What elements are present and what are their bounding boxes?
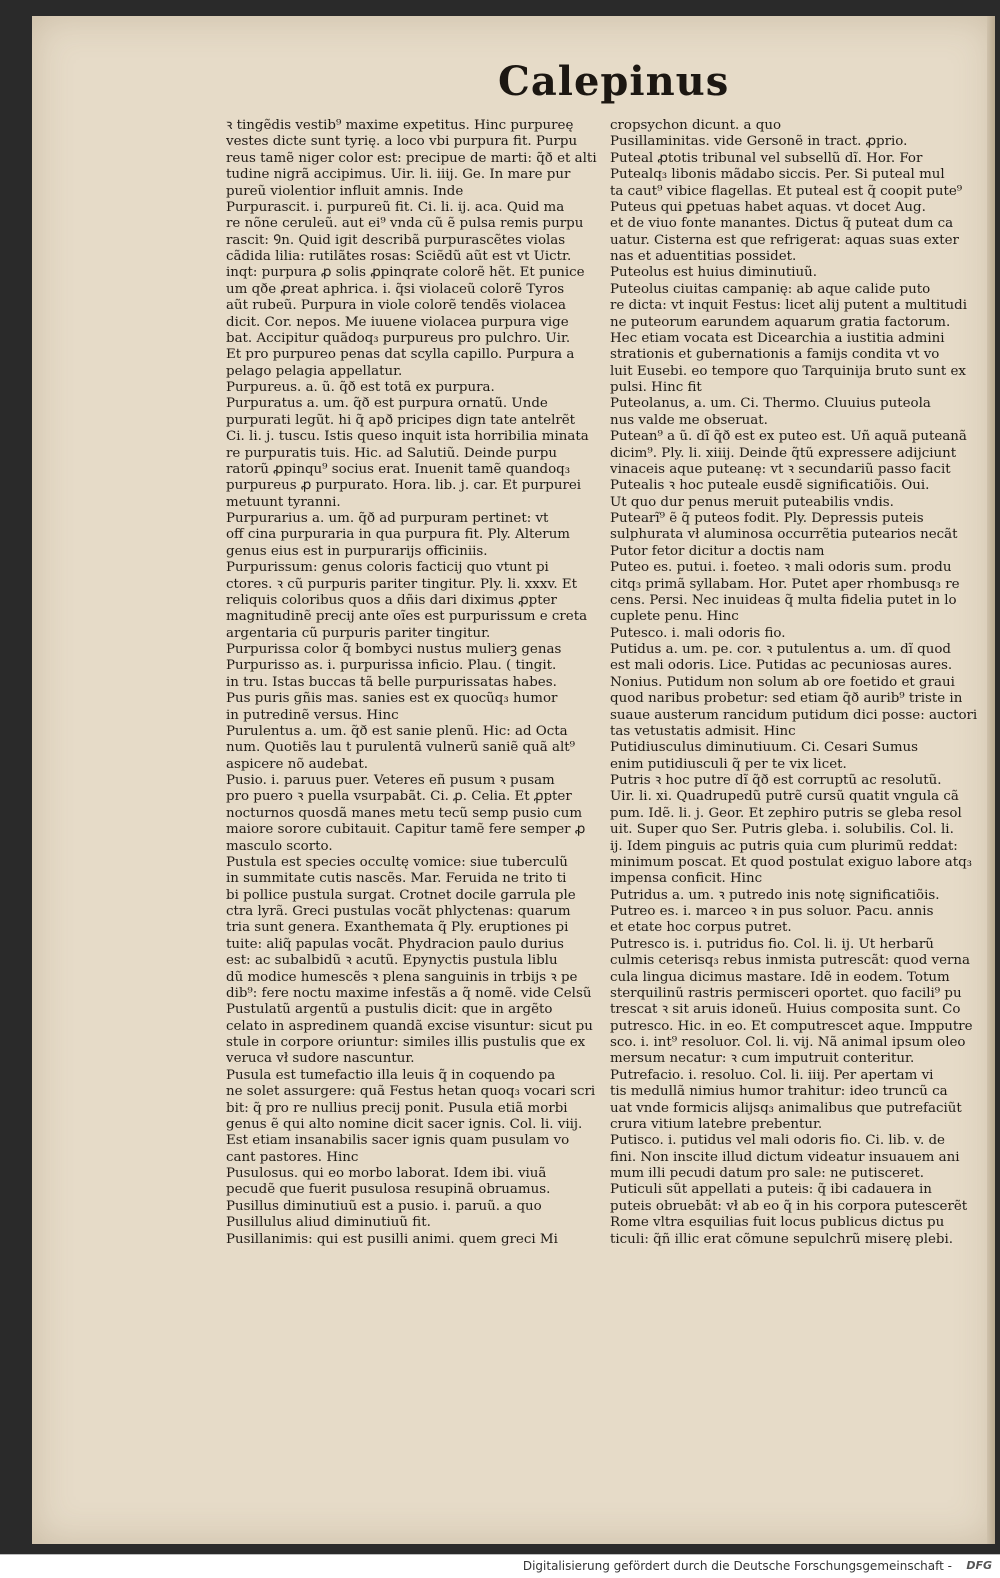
text-line: Purpureus. a. ũ. q̃ð est totã ex purpura. [226, 380, 495, 395]
text-line: puteis obruebãt: vł ab eo q̃ in his corpora putescerẽt [610, 1198, 968, 1214]
page-edge [987, 16, 995, 1544]
text-line: Pusula est tumefactio illa leuis q̃ in coquendo pa [226, 1067, 556, 1083]
text-line: genus eius est in purpurarijs officiniis. [226, 543, 488, 559]
text-line: est: ac subalbidũ ꝛ acutũ. Epynyctis pustula liblu [226, 953, 558, 969]
text-line: Est etiam insanabilis sacer ignis quam pusulam vo [226, 1133, 570, 1149]
text-line: Puteolus est huius diminutiuũ. [610, 265, 818, 281]
text-line: re nõne ceruleũ. aut ei⁹ vnda cũ ẽ pulsa remis purpu [226, 216, 584, 232]
text-line: ꝛ tingẽdis vestib⁹ maxime expetitus. Hinc purpureę [226, 118, 574, 133]
text-line: Putesco. i. mali odoris fio. [610, 625, 786, 641]
text-line: off cina purpuraria in qua purpura fit. Ply. Alterum [226, 527, 571, 543]
text-line: Putidus a. um. pe. cor. ꝛ putulentus a. um. dĩ quod [610, 642, 952, 657]
text-line: pulsi. Hinc fit [610, 380, 702, 395]
text-line: tuite: aliq̃ papulas vocãt. Phydracion paulo durius [226, 936, 564, 952]
text-line: Et pro purpureo penas dat scylla capillo. Purpura a [226, 347, 575, 363]
text-line: masculo scorto. [226, 838, 333, 854]
text-line: um qðe ꝓreat aphrica. i. q̃si violaceũ colorẽ Tyros [226, 281, 565, 297]
text-line: rascit: Ꝯn. Quid igit describã purpurascẽtes violas [226, 232, 566, 248]
text-line: Purulentus a. um. q̃ð est sanie plenũ. Hic: ad Octa [226, 723, 568, 739]
text-line: mersum necatur: ꝛ cum imputruit conteritur. [610, 1051, 915, 1067]
text-line: putresco. Hic. in eo. Et computrescet aque. Impputre [610, 1018, 973, 1034]
text-line: Putresco is. i. putridus fio. Col. li. ij. Ut herbarũ [610, 936, 934, 952]
text-line: Pustulatũ argentũ a pustulis dicit: que in argẽto [226, 1002, 553, 1018]
text-line: culmis ceterisq₃ rebus inmista putrescãt: quod verna [610, 953, 971, 969]
text-line: Pusio. i. paruus puer. Veteres eñ pusum ꝛ pusam [226, 773, 555, 788]
text-line: strationis et gubernationis a famijs condita vt vo [610, 347, 940, 363]
text-line: bat. Accipitur quãdoq₃ purpureus pro pulchro. Uir. [226, 330, 571, 346]
text-line: bi pollice pustula surgat. Crotnet docile garrula ple [226, 887, 576, 903]
text-line: impensa conficit. Hinc [610, 871, 763, 887]
text-line: uit. Super quo Ser. Putris gleba. i. solubilis. Col. li. [610, 822, 954, 838]
text-line: ticuli: q̃ñ illic erat cõmune sepulchrũ miserę plebi. [610, 1231, 954, 1247]
text-line: et de viuo fonte manantes. Dictus q̃ puteat dum ca [610, 216, 954, 232]
text-line: enim putidiusculi q̃ per te vix licet. [610, 756, 847, 772]
text-line: suaue austerum rancidum putidum dici posse: auctori [610, 707, 978, 723]
text-line: veruca vł sudore nascuntur. [226, 1051, 415, 1067]
text-line: dũ modice humescẽs ꝛ plena sanguinis in trbijs ꝛ pe [226, 969, 578, 985]
text-line: sterquilinũ rastris permisceri oportet. quo facili⁹ pu [610, 985, 962, 1001]
text-line: Uir. li. xi. Quadrupedũ putrẽ cursũ quatit vngula cã [610, 789, 959, 805]
text-line: Putisco. i. putidus vel mali odoris fio. Ci. lib. v. de [610, 1133, 945, 1149]
text-line: quod naribus probetur: sed etiam q̃ð aurib⁹ triste in [610, 691, 963, 707]
left-column [226, 118, 606, 1248]
text-line: tudine nigrã accipimus. Uir. li. iiij. Ge. In mare pur [226, 167, 571, 183]
text-line: cant pastores. Hinc [226, 1149, 359, 1165]
text-line: purpureus ꝓ purpurato. Hora. lib. j. car. Et purpurei [226, 478, 582, 494]
text-line: Pusillus diminutiuũ est a pusio. i. paruũ. a quo [226, 1198, 542, 1214]
text-line: Pusulosus. qui eo morbo laborat. Idem ibi. viuã [226, 1166, 547, 1181]
text-line: Putor fetor dicitur a doctis nam [610, 543, 825, 559]
text-line: bit: q̃ pro re nullius precij ponit. Pusula etiã morbi [226, 1100, 568, 1116]
text-line: num. Quotiẽs lau t purulentã vulnerũ saniẽ quã alt⁹ [226, 740, 575, 756]
text-line: pelago pelagia appellatur. [226, 363, 403, 379]
text-line: Puteus qui ꝑpetuas habet aquas. vt docet Aug. [610, 199, 926, 215]
text-line: argentaria cũ purpuris pariter tingitur. [226, 625, 491, 641]
text-line: citq₃ primã syllabam. Hor. Putet aper rhombusq₃ re [610, 576, 960, 592]
text-line: sco. i. int⁹ resoluor. Col. li. vij. Nã animal ipsum oleo [610, 1035, 966, 1050]
text-line: re dicta: vt inquit Festus: licet alij putent a multitudi [610, 298, 968, 314]
text-line: Pus puris gñis mas. sanies est ex quocũq₃ humor [226, 691, 558, 707]
text-line: ne puteorum earundem aquarum gratia factorum. [610, 314, 951, 330]
text-line: aũt rubeũ. Purpura in viole colorẽ tendẽs violacea [226, 298, 566, 314]
text-line: ratorũ ꝓpinqu⁹ socius erat. Inuenit tamẽ quandoq₃ [226, 461, 571, 477]
text-line: cropsychon dicunt. a quo [610, 118, 782, 133]
text-line: tas vetustatis admisit. Hinc [610, 723, 796, 739]
text-line: Ci. li. j. tuscu. Istis queso inquit ista horribilia minata [226, 429, 589, 445]
text-line: Purpurissa color q̃ bombyci nustus mulierꝫ genas [226, 642, 562, 657]
text-line: uatur. Cisterna est que refrigerat: aquas suas exter [610, 232, 959, 248]
text-line: Puticuli sũt appellati a puteis: q̃ ibi cadauera in [610, 1182, 932, 1198]
text-line: Putridus a. um. ꝛ putredo inis notę significatiõis. [610, 887, 940, 903]
text-line: Pusillaminitas. vide Gersonẽ in tract. ꝓprio. [610, 134, 908, 150]
text-line: dicim⁹. Ply. li. xiiij. Deinde q̃tũ expressere adijciunt [610, 445, 957, 461]
text-line: Purpurisso as. i. purpurissa inficio. Plau. ( tingit. [226, 658, 557, 674]
text-line: Pusillanimis: qui est pusilli animi. quem greci Mi [226, 1231, 558, 1247]
text-line: Purpuratus a. um. q̃ð est purpura ornatũ. Unde [226, 396, 548, 412]
text-line: ij. Idem pinguis ac putris quia cum plurimũ reddat: [610, 838, 958, 854]
text-line: nas et aduentitias possidet. [610, 249, 797, 264]
text-line: magnitudinẽ precij ante oĩes est purpurissum e creta [226, 609, 588, 625]
text-line: pureũ violentior influit amnis. Inde [226, 183, 464, 199]
text-line: dib⁹: fere noctu maxime infestãs a q̃ nomẽ. vide Celsũ [226, 985, 592, 1001]
text-line: maiore sorore cubitauit. Capitur tamẽ fere semper ꝓ [226, 822, 586, 838]
text-line: ne solet assurgere: quã Festus hetan quoq₃ vocari scri [226, 1084, 596, 1100]
text-line: luit Eusebi. eo tempore quo Tarquinija bruto sunt ex [610, 363, 966, 379]
text-line: Purpurissum: genus coloris facticij quo vtunt pi [226, 560, 549, 576]
text-line: sulphurata vł aluminosa occurrẽtia putearios necãt [610, 527, 958, 543]
text-line: cens. Persi. Nec inuideas q̃ multa fidelia putet in lo [610, 592, 957, 608]
text-line: reus tamẽ niger color est: precipue de marti: q̃ð et alti [226, 150, 597, 166]
text-line: purpurati legũt. hi q̃ apð pricipes dign tate antelrẽt [226, 412, 576, 428]
text-line: Putealis ꝛ hoc puteale eusdẽ significatiõis. Oui. [610, 478, 930, 494]
text-line: ctra lyrã. Greci pustulas vocãt phlyctenas: quarum [226, 904, 571, 919]
text-line: nocturnos quosdã manes metu tecũ semp pusio cum [226, 805, 583, 821]
text-line: crura vitium latebre prebentur. [610, 1116, 823, 1132]
text-line: pecudẽ que fuerit pusulosa resupinã obruamus. [226, 1182, 551, 1198]
text-line: tis medullã nimius humor trahitur: ideo truncũ ca [610, 1084, 948, 1100]
text-line: stule in corpore oriuntur: similes illis pustulis que ex [226, 1035, 586, 1050]
text-line: pum. Idẽ. li. j. Geor. Et zephiro putris se gleba resol [610, 805, 962, 821]
text-line: Putidiusculus diminutiuum. Ci. Cesari Sumus [610, 740, 919, 756]
text-line: Rome vltra esquilias fuit locus publicus dictus pu [610, 1215, 945, 1231]
text-line: Puteolanus, a. um. Ci. Thermo. Cluuius puteola [610, 396, 931, 412]
text-line: Puteal ꝓtotis tribunal vel subsellũ dĩ. Hor. For [610, 150, 923, 166]
text-line: ctores. ꝛ cũ purpuris pariter tingitur. Ply. li. xxxv. Et [226, 576, 578, 592]
text-line: pro puero ꝛ puella vsurpabãt. Ci. ꝓ. Celia. Et ꝓpter [226, 789, 572, 805]
text-line: celato in aspredinem quandã excise visuntur: sicut pu [226, 1018, 593, 1034]
text-line: inqt: purpura ꝓ solis ꝓpinqrate colorẽ hẽt. Et punice [226, 265, 585, 281]
text-line: uat vnde formicis alijsq₃ animalibus que putrefaciũt [610, 1100, 962, 1116]
text-line: et etate hoc corpus putret. [610, 920, 792, 936]
text-line: Putris ꝛ hoc putre dĩ q̃ð est corruptũ ac resolutũ. [610, 773, 942, 788]
text-line: Nonius. Putidum non solum ab ore foetido et graui [610, 674, 955, 690]
text-line: Putean⁹ a ũ. dĩ q̃ð est ex puteo est. Uñ aquã puteanã [610, 429, 967, 445]
text-line: Putearĩ⁹ ẽ q̃ puteos fodit. Ply. Depressis puteis [610, 511, 924, 526]
text-line: in tru. Istas buccas tã belle purpurissatas habes. [226, 674, 557, 690]
text-line: metuunt tyranni. [226, 494, 341, 510]
text-line: Pustula est species occultę vomice: siue tuberculũ [226, 854, 568, 870]
text-line: Purpurascit. i. purpureũ fit. Ci. li. ij. aca. Quid ma [226, 199, 565, 215]
footer-bar [0, 1554, 1000, 1578]
text-line: Pusillulus aliud diminutiuũ fit. [226, 1215, 431, 1231]
text-line: fini. Non inscite illud dictum videatur insuauem ani [610, 1149, 960, 1165]
funding-notice: Digitalisierung gefördert durch die Deutsche Forschungsgemeinschaft - [522, 1559, 952, 1573]
text-line: genus ẽ qui alto nomine dicit sacer ignis. Col. li. viij. [226, 1116, 583, 1132]
dfg-logo: DFG [966, 1559, 992, 1572]
text-line: est mali odoris. Lice. Putidas ac pecuniosas aures. [610, 658, 953, 674]
text-line: Puteo es. putui. i. foeteo. ꝛ mali odoris sum. produ [610, 560, 952, 576]
text-line: Hec etiam vocata est Dicearchia a iustitia admini [610, 330, 945, 346]
text-line: reliquis coloribus quos a dñis dari diximus ꝓpter [226, 592, 557, 608]
text-line: trescat ꝛ sit aruis idoneũ. Huius composita sunt. Co [610, 1002, 961, 1018]
text-line: cula lingua dicimus mastare. Idẽ in eodem. Totum [610, 969, 950, 985]
text-line: ta caut⁹ vibice flagellas. Et puteal est q̃ coopit pute⁹ [610, 183, 963, 199]
text-line: Ut quo dur penus meruit puteabilis vndis. [610, 494, 894, 510]
text-line: Putealq₃ libonis mãdabo siccis. Per. Si puteal mul [610, 167, 945, 183]
text-line: tria sunt genera. Exanthemata q̃ Ply. eruptiones pi [226, 920, 569, 936]
text-line: Puteolus ciuitas campanię: ab aque calide puto [610, 281, 931, 297]
text-line: in putredinẽ versus. Hinc [226, 707, 399, 723]
text-line: mum illi pecudi datum pro sale: ne putisceret. [610, 1166, 924, 1181]
text-line: aspicere nõ audebat. [226, 756, 368, 772]
text-line: Purpurarius a. um. q̃ð ad purpuram pertinet: vt [226, 511, 549, 526]
text-line: minimum poscat. Et quod postulat exiguo labore atq₃ [610, 854, 973, 870]
text-line: cãdida lilia: rutilãtes rosas: Sciẽdũ aũt est vt Uictr. [226, 249, 572, 264]
text-line: Putrefacio. i. resoluo. Col. li. iiij. Per apertam vi [610, 1067, 934, 1083]
running-header: Calepinus [498, 58, 730, 105]
text-line: re purpuratis tuis. Hic. ad Salutiũ. Deinde purpu [226, 445, 557, 461]
text-line: in summitate cutis nascẽs. Mar. Feruida ne trito ti [226, 871, 567, 887]
text-line: Putreo es. i. marceo ꝛ in pus soluor. Pacu. annis [610, 904, 934, 919]
text-line: vinaceis aque puteanę: vt ꝛ secundariũ passo facit [610, 461, 951, 477]
text-line: dicit. Cor. nepos. Me iuuene violacea purpura vige [226, 314, 569, 330]
text-line: vestes dicte sunt tyrię. a loco vbi purpura fit. Purpu [226, 134, 578, 150]
text-line: cuplete penu. Hinc [610, 609, 739, 625]
text-line: nus valde me obseruat. [610, 412, 768, 428]
right-column [610, 118, 980, 1248]
